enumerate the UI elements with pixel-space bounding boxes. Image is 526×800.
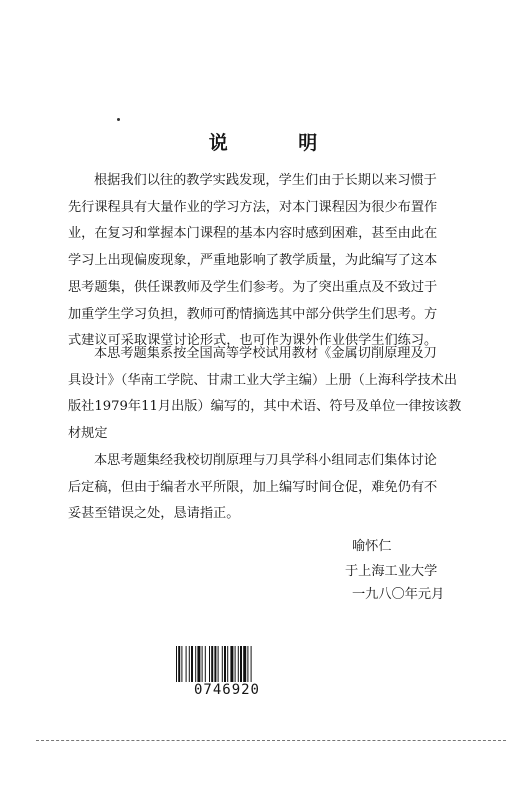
barcode-bar bbox=[205, 646, 206, 682]
barcode-bar bbox=[224, 646, 226, 682]
paragraph-2-line-4: 材规定 bbox=[68, 426, 108, 442]
paragraph-3-line-3: 妥甚至错误之处，恳请指正。 bbox=[68, 506, 240, 522]
signature-organization: 于上海工业大学 bbox=[345, 564, 438, 579]
barcode-bar bbox=[197, 646, 200, 682]
paragraph-2-line-1: 本思考题集系按全国高等学校试用教材《金属切削原理及刀 bbox=[94, 346, 437, 361]
barcode-bar bbox=[195, 646, 196, 682]
barcode-bar bbox=[218, 646, 219, 682]
barcode-bar bbox=[178, 646, 180, 682]
signature-name: 喻怀仁 bbox=[352, 539, 392, 554]
paragraph-2 bbox=[68, 341, 468, 448]
paragraph-1-line-4: 学习上出现偏废现象，严重地影响了教学质量，为此编写了这本 bbox=[68, 253, 438, 269]
barcode-bar bbox=[247, 646, 248, 682]
paragraph-1-line-6: 加重学生学习负担，教师可酌情摘选其中部分供学生们思考。方 bbox=[68, 306, 438, 322]
paragraph-3-line-2: 后定稿，但由于编者水平所限，加上编写时间仓促，难免仍有不 bbox=[68, 479, 438, 495]
paragraph-2-line-2: 具设计》（华南工学院、甘肃工业大学主编）上册（上海科学技术出 bbox=[68, 372, 458, 388]
barcode-bar bbox=[227, 646, 228, 682]
signature-date: 一九八〇年元月 bbox=[352, 587, 445, 602]
paragraph-1 bbox=[68, 168, 468, 355]
barcode-bar bbox=[189, 646, 190, 682]
barcode-bar bbox=[222, 646, 223, 682]
barcode-bar bbox=[243, 646, 246, 682]
ink-speck bbox=[117, 118, 120, 121]
paragraph-1-line-2: 先行课程具有大量作业的学习方法，对本门课程因为很少布置作 bbox=[68, 199, 438, 215]
page-title: 说 明 bbox=[208, 132, 350, 154]
barcode-bar bbox=[235, 646, 236, 682]
paragraph-1-line-1: 根据我们以往的教学实践发现，学生们由于长期以来习惯于 bbox=[94, 173, 437, 188]
barcode-number: 0746920 bbox=[193, 682, 260, 698]
barcode-bar bbox=[191, 646, 193, 682]
barcode-bar bbox=[238, 646, 239, 682]
page-bottom-rule bbox=[36, 740, 506, 741]
barcode-bar bbox=[251, 646, 252, 682]
barcode-bar bbox=[209, 646, 210, 682]
paragraph-2-line-3: 版社1979年11月出版）编写的，其中术语、符号及单位一律按该教 bbox=[68, 399, 462, 415]
barcode-bar bbox=[186, 646, 187, 682]
paragraph-1-line-7: 式建议可采取课堂讨论形式，也可作为课外作业供学生们练习。 bbox=[68, 333, 438, 349]
barcode-bar bbox=[202, 646, 203, 682]
barcode-bar bbox=[176, 646, 177, 682]
barcode-bar bbox=[211, 646, 213, 682]
paragraph-1-line-3: 业，在复习和掌握本门课程的基本内容时感到困难，甚至由此在 bbox=[68, 226, 438, 242]
barcode-bar bbox=[214, 646, 216, 682]
paragraph-3-line-1: 本思考题集经我校切削原理与刀具学科小组同志们集体讨论 bbox=[94, 453, 437, 468]
barcode bbox=[175, 646, 279, 682]
paragraph-1-line-5: 思考题集，供任课教师及学生们参考。为了突出重点及不致过于 bbox=[68, 279, 438, 295]
barcode-bar bbox=[240, 646, 242, 682]
paragraph-3 bbox=[68, 448, 468, 528]
barcode-bar bbox=[230, 646, 233, 682]
barcode-bar bbox=[181, 646, 182, 682]
